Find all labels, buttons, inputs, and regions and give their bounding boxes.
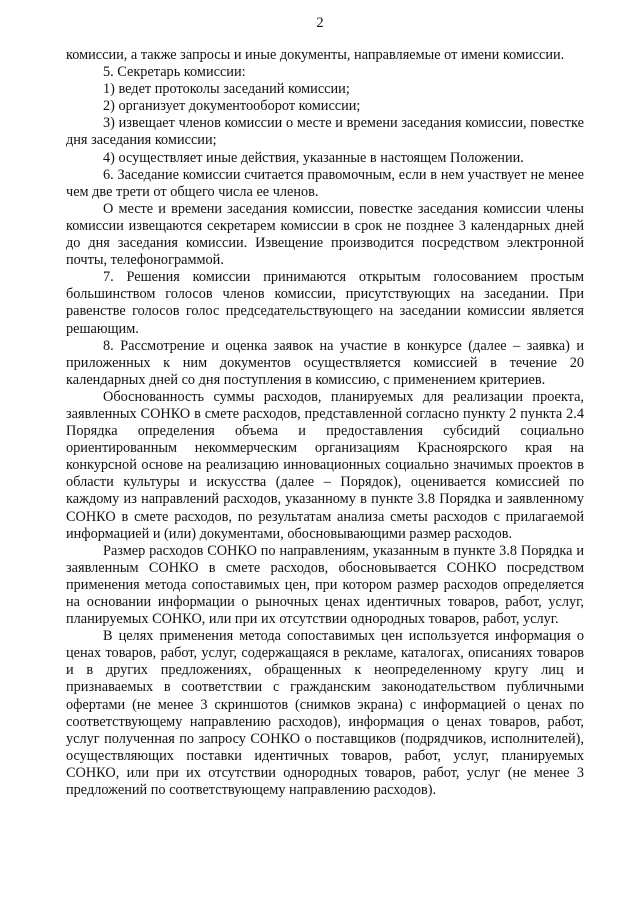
paragraph-secretary-duty-2: 2) организует документооборот комиссии; [103, 98, 361, 115]
paragraph-secretary-duty-3: 3) извещает членов комиссии о месте и времени заседания комиссии, повестке дня заседания комиссии; [66, 115, 584, 149]
paragraph-price-information: В целях применения метода сопоставимых цен используется информация о ценах товаров, работ, услуг, содержащаяся в рекламе, каталогах, описаниях товаров и в других предложениях, обращенных к неопределенному кругу лиц и признаваемых в соответствии с гражданским законодательством публичными офертами (не менее 3 скриншотов (снимков экрана) с информацией о ценах по соответствующему направлению расходов), информация о ценах товаров, работ, услуг полученная по запросу СОНКО о поставщиков (подрядчиков, исполнителей), осуществляющих поставки идентичных товаров, работ, услуг, планируемых СОНКО, или при их отсутствии однородных товаров, работ, услуг (не менее 3 предложений по соответствующему направлению расходов). [66, 628, 584, 799]
page-number: 2 [316, 15, 324, 31]
paragraph-application-review: 8. Рассмотрение и оценка заявок на участие в конкурсе (далее – заявка) и приложенных к ним документов осуществляется комиссией в течение 20 календарных дней со дня поступления в комиссию, с применением критериев. [66, 337, 584, 388]
paragraph-secretary-heading: 5. Секретарь комиссии: [103, 64, 246, 81]
paragraph-secretary-duty-4: 4) осуществляет иные действия, указанные в настоящем Положении. [103, 149, 524, 166]
paragraph-comparable-prices: Размер расходов СОНКО по направлениям, указанным в пункте 3.8 Порядка и заявленным СОНКО в смете расходов, обосновывается СОНКО посредством применения метода сопоставимых цен, при котором размер расходов определяется на основании информации о рыночных ценах идентичных товаров, работ, услуг, планируемых СОНКО, или при их отсутствии однородных товаров, работ, услуг. [66, 542, 584, 628]
paragraph-cost-justification: Обоснованность суммы расходов, планируемых для реализации проекта, заявленных СОНКО в смете расходов, представленной согласно пункту 2 пункта 2.4 Порядка определения объема и предоставления субсидий социально ориентированным некоммерческим организациям Красноярского края на конкурсной основе на реализацию инновационных социально значимых проектов в области культуры и искусства (далее – Порядок), оценивается комиссией по каждому из направлений расходов, указанному в пункте 3.8 Порядка и заявленному СОНКО в смете расходов, по результатам анализа сметы расходов с прилагаемой информацией и (или) документами, обосновывающими размер расходов. [66, 388, 584, 542]
paragraph-quorum: 6. Заседание комиссии считается правомочным, если в нем участвует не менее чем две трети от общего числа ее членов. [66, 166, 584, 200]
paragraph-meeting-notice: О месте и времени заседания комиссии, повестке заседания комиссии члены комиссии извещаются секретарем комиссии в срок не позднее 3 календарных дней до дня заседания комиссии. Извещение производится посредством электронной почты, телефонограммой. [66, 200, 584, 269]
paragraph-continuation: комиссии, а также запросы и иные документы, направляемые от имени комиссии. [66, 47, 565, 63]
paragraph-decisions: 7. Решения комиссии принимаются открытым голосованием простым большинством голосов членов комиссии, присутствующих на заседании. При равенстве голосов голос председательствующего на заседании комиссии является решающим. [66, 269, 584, 337]
paragraph-secretary-duty-1: 1) ведет протоколы заседаний комиссии; [103, 81, 350, 98]
document-body [66, 47, 584, 799]
